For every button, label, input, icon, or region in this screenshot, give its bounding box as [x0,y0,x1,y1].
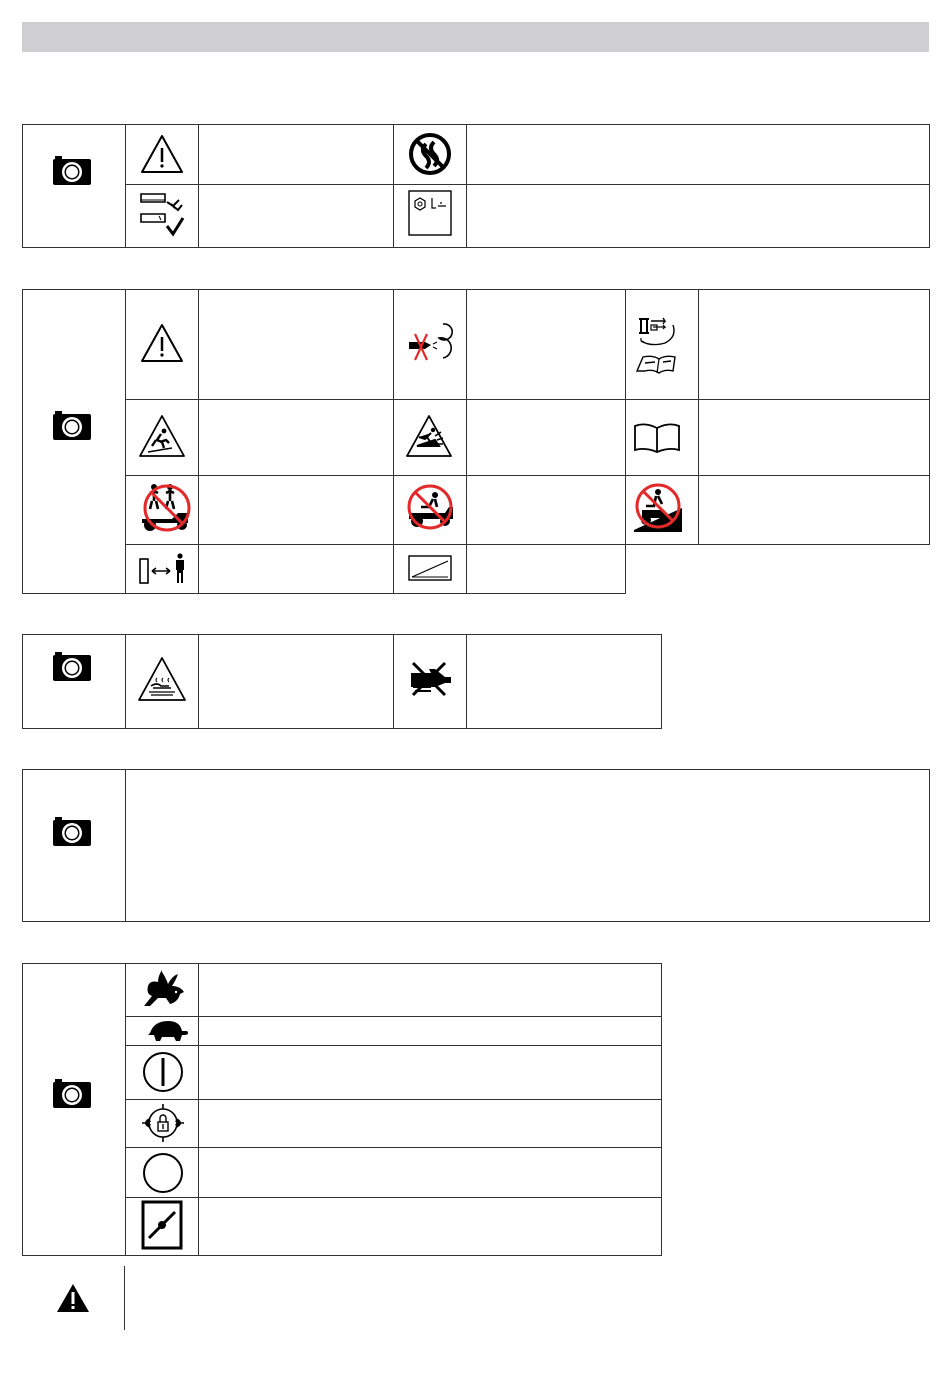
camera-icon [53,411,91,441]
choke-icon [141,1200,185,1250]
safe-distance-icon [138,553,188,585]
cutting-blade-icon [405,320,455,370]
no-passengers-icon [140,481,194,533]
fuel-check-icon [137,190,187,242]
symbol-table-2 [22,289,626,594]
camera-icon [53,652,91,682]
no-reverse-mowing-icon [405,483,455,531]
no-smoking-icon [408,132,452,176]
thrown-object-icon [405,414,453,458]
note-divider [124,1266,125,1330]
fuel-tank-icon [408,190,452,236]
camera-icon [53,817,91,847]
alert-triangle-icon [56,1283,90,1313]
hot-surface-icon [137,656,187,702]
power-off-icon [141,1151,185,1195]
symbol-table-3 [22,634,662,729]
warning-triangle-icon [140,323,184,363]
incline-icon [408,555,452,581]
control-table-5 [22,963,662,1256]
text-table-4 [22,769,930,922]
manual-icon [633,422,681,454]
camera-icon [53,1079,91,1109]
header-bar [22,22,929,52]
turtle-slow-icon [140,1019,188,1043]
warning-triangle-icon [140,134,184,174]
power-on-icon [141,1050,185,1094]
drive-belt-icon [633,313,681,377]
locked-icon [140,1102,186,1144]
no-hands-icon [405,659,455,699]
overturn-icon [138,414,186,458]
camera-icon [53,156,91,186]
slope-warning-icon [632,482,684,534]
rabbit-fast-icon [142,970,186,1010]
